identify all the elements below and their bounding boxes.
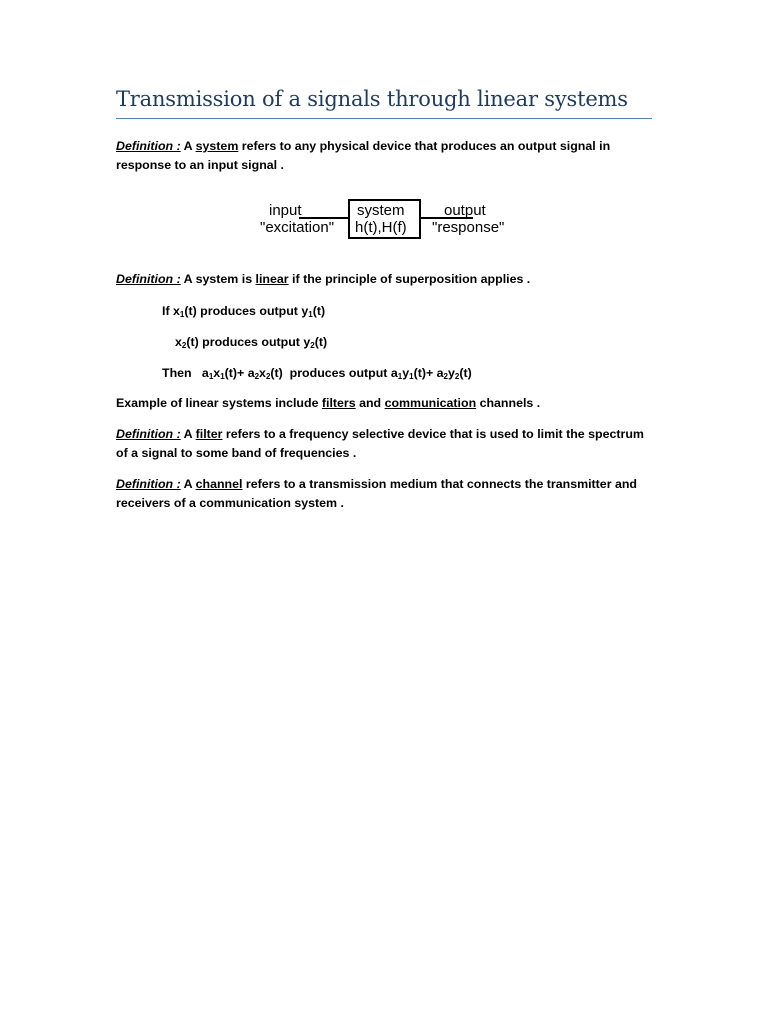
eq3-sub-8: 2: [454, 372, 460, 381]
eq3-part-b: x: [213, 366, 221, 380]
equation-line-3: [162, 364, 702, 383]
definition-channel: [116, 475, 656, 513]
eq2-part-b: (t) produces output y: [186, 335, 311, 349]
system-block-diagram: [255, 196, 525, 246]
def1-text: refers to any physical device that produces an output signal in: [238, 139, 611, 153]
eq3-part-a: Then a: [162, 366, 209, 380]
def1-pre: A: [180, 139, 196, 153]
example-post: channels .: [476, 396, 541, 410]
definition-label: Definition :: [116, 139, 181, 153]
eq3-part-h: y: [447, 366, 455, 380]
eq2-sub-1: 2: [181, 341, 187, 350]
term-linear: linear: [255, 272, 289, 286]
eq3-sub-2: 1: [220, 372, 225, 381]
def4-pre: A: [180, 477, 196, 491]
example-linear-systems: [116, 394, 656, 413]
eq3-part-d: x: [259, 366, 266, 380]
def4-text-line2: receivers of a communication system .: [116, 496, 344, 510]
def2-pre: A system is: [180, 272, 256, 286]
eq3-part-e: (t) produces output a: [270, 366, 398, 380]
eq1-sub-1: 1: [179, 310, 185, 319]
def2-text: if the principle of superposition applies .: [288, 272, 531, 286]
title-underline-rule: [116, 118, 652, 119]
eq3-part-i: (t): [459, 366, 472, 380]
eq3-part-f: y: [402, 366, 410, 380]
eq3-sub-4: 2: [265, 372, 271, 381]
definition-system: [116, 137, 656, 175]
eq3-part-g: (t)+ a: [413, 366, 444, 380]
eq1-part-c: (t): [312, 304, 326, 318]
eq3-sub-5: 1: [397, 372, 403, 381]
eq3-sub-6: 1: [409, 372, 414, 381]
page-title: Transmission of a signals through linear systems: [116, 87, 628, 111]
eq1-part-a: If x: [162, 304, 180, 318]
diagram-response-label: "response": [432, 219, 505, 236]
eq2-part-c: (t): [314, 335, 328, 349]
eq3-part-c: (t)+ a: [224, 366, 255, 380]
eq3-sub-7: 2: [443, 372, 448, 381]
def1-text-line2: response to an input signal .: [116, 158, 284, 172]
eq3-sub-1: 1: [208, 372, 214, 381]
eq1-part-b: (t) produces output y: [184, 304, 309, 318]
definition-label: Definition :: [116, 272, 181, 286]
definition-label: Definition :: [116, 427, 181, 441]
equation-line-2: [175, 333, 715, 352]
definition-label: Definition :: [116, 477, 181, 491]
def4-text: refers to a transmission medium that connects the transmitter and: [242, 477, 637, 491]
diagram-transfer-label: h(t),H(f): [355, 219, 407, 236]
term-filters: filters: [321, 396, 356, 410]
term-communication: communication: [384, 396, 477, 410]
def3-pre: A: [180, 427, 196, 441]
diagram-output-label: output: [444, 202, 486, 219]
diagram-system-label: system: [357, 202, 405, 219]
term-channel: channel: [195, 477, 243, 491]
eq2-sub-2: 2: [310, 341, 315, 350]
eq2-part-a: x: [175, 335, 182, 349]
example-pre: Example of linear systems include: [116, 396, 322, 410]
term-system: system: [195, 139, 239, 153]
diagram-excitation-label: "excitation": [260, 219, 335, 236]
definition-linear: [116, 270, 656, 289]
equation-line-1: [162, 302, 702, 321]
term-filter: filter: [195, 427, 223, 441]
diagram-input-label: input: [269, 202, 302, 219]
definition-filter: [116, 425, 656, 463]
example-mid: and: [355, 396, 385, 410]
def3-text-line2: of a signal to some band of frequencies .: [116, 446, 357, 460]
eq1-sub-2: 1: [308, 310, 313, 319]
eq3-sub-3: 2: [254, 372, 260, 381]
def3-text: refers to a frequency selective device that is used to limit the spectrum: [222, 427, 644, 441]
